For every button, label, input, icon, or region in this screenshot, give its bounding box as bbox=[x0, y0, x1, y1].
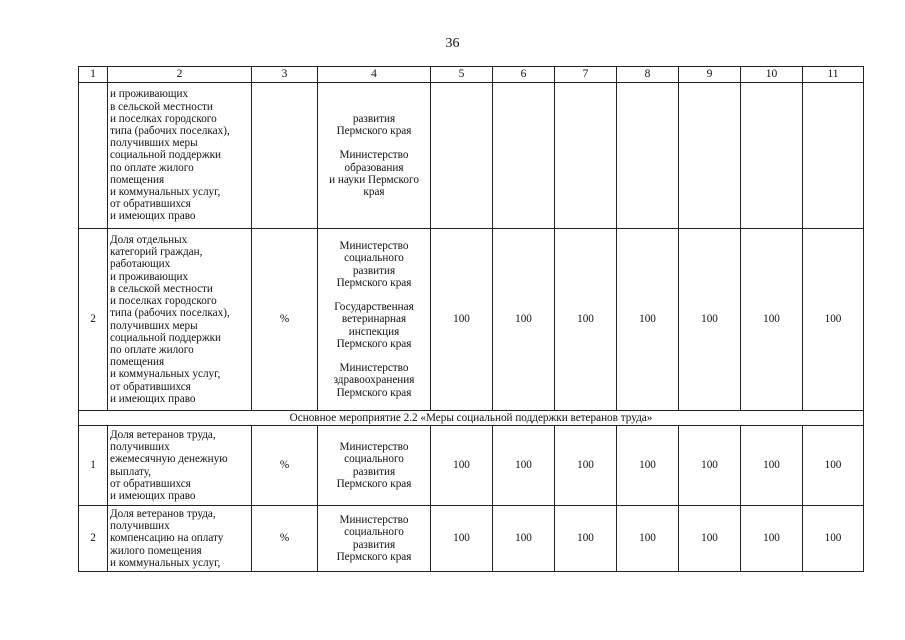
value-cell: 100 bbox=[617, 506, 679, 572]
unit: % bbox=[252, 506, 318, 572]
header-cell: 8 bbox=[617, 67, 679, 83]
header-cell: 10 bbox=[741, 67, 803, 83]
unit: % bbox=[252, 229, 318, 411]
unit bbox=[252, 83, 318, 229]
header-cell: 11 bbox=[803, 67, 864, 83]
table-row bbox=[79, 229, 864, 411]
value-cell bbox=[679, 83, 741, 229]
value-cell: 100 bbox=[679, 426, 741, 506]
value-cell: 100 bbox=[493, 506, 555, 572]
header-cell: 2 bbox=[108, 67, 252, 83]
value-cell bbox=[431, 83, 493, 229]
value-cell: 100 bbox=[617, 426, 679, 506]
responsible-body: Министерство социального развития Пермского края Государственная ветеринарная инспекция Пермского края Министерство здравоохранения Пермского края bbox=[318, 229, 431, 411]
header-cell: 4 bbox=[318, 67, 431, 83]
indicator-name: и проживающих в сельской местности и поселках городского типа (рабочих поселках), получивших меры социальной поддержки по оплате жилого помещения и коммунальных услуг, от обратившихся и имеющих право bbox=[108, 83, 252, 229]
value-cell: 100 bbox=[493, 229, 555, 411]
header-row bbox=[79, 67, 864, 83]
table-row bbox=[79, 426, 864, 506]
value-cell: 100 bbox=[741, 229, 803, 411]
value-cell: 100 bbox=[803, 506, 864, 572]
row-number: 2 bbox=[79, 229, 108, 411]
value-cell: 100 bbox=[617, 229, 679, 411]
header-cell: 7 bbox=[555, 67, 617, 83]
section-title: Основное мероприятие 2.2 «Меры социальной поддержки ветеранов труда» bbox=[79, 411, 864, 426]
value-cell: 100 bbox=[679, 229, 741, 411]
unit: % bbox=[252, 426, 318, 506]
indicators-table bbox=[78, 66, 864, 572]
value-cell: 100 bbox=[679, 506, 741, 572]
responsible-body: развития Пермского края Министерство образования и науки Пермского края bbox=[318, 83, 431, 229]
value-cell: 100 bbox=[555, 506, 617, 572]
value-cell: 100 bbox=[555, 229, 617, 411]
value-cell bbox=[803, 83, 864, 229]
header-cell: 3 bbox=[252, 67, 318, 83]
section-row bbox=[79, 411, 864, 426]
value-cell: 100 bbox=[431, 426, 493, 506]
table-row bbox=[79, 506, 864, 572]
page-number: 36 bbox=[445, 36, 460, 51]
row-number: 2 bbox=[79, 506, 108, 572]
value-cell bbox=[617, 83, 679, 229]
indicator-name: Доля ветеранов труда, получивших компенсацию на оплату жилого помещения и коммунальных услуг, bbox=[108, 506, 252, 572]
value-cell: 100 bbox=[493, 426, 555, 506]
responsible-body: Министерство социального развития Пермского края bbox=[318, 426, 431, 506]
value-cell bbox=[741, 83, 803, 229]
row-number bbox=[79, 83, 108, 229]
header-cell: 1 bbox=[79, 67, 108, 83]
value-cell bbox=[555, 83, 617, 229]
indicator-name: Доля отдельных категорий граждан, работающих и проживающих в сельской местности и поселках городского типа (рабочих поселках), получивших меры социальной поддержки по оплате жилого помещения и коммунальных услуг, от обратившихся и имеющих право bbox=[108, 229, 252, 411]
value-cell: 100 bbox=[431, 229, 493, 411]
value-cell: 100 bbox=[741, 426, 803, 506]
header-cell: 5 bbox=[431, 67, 493, 83]
value-cell: 100 bbox=[803, 229, 864, 411]
value-cell bbox=[493, 83, 555, 229]
value-cell: 100 bbox=[803, 426, 864, 506]
header-cell: 6 bbox=[493, 67, 555, 83]
table-row bbox=[79, 83, 864, 229]
value-cell: 100 bbox=[741, 506, 803, 572]
indicator-name: Доля ветеранов труда, получивших ежемесячную денежную выплату, от обратившихся и имеющих право bbox=[108, 426, 252, 506]
responsible-body: Министерство социального развития Пермского края bbox=[318, 506, 431, 572]
value-cell: 100 bbox=[431, 506, 493, 572]
header-cell: 9 bbox=[679, 67, 741, 83]
value-cell: 100 bbox=[555, 426, 617, 506]
row-number: 1 bbox=[79, 426, 108, 506]
